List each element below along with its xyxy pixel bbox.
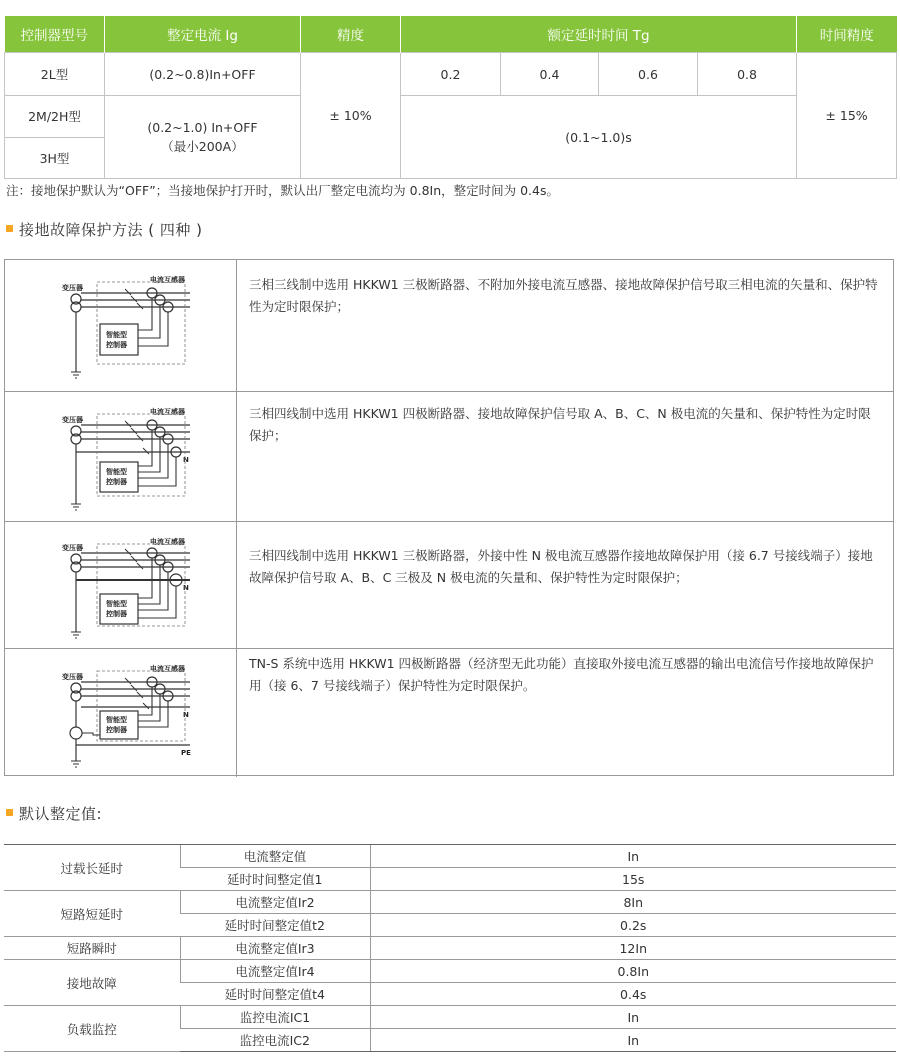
bullet-square-icon: [6, 225, 13, 232]
ground-protection-note: 注：接地保护默认为“OFF”；当接地保护打开时，默认出厂整定电流均为 0.8In，整定时间为 0.4s。: [6, 183, 559, 198]
controller-label-line1: 智能型: [106, 331, 127, 339]
table-row: [4, 1006, 896, 1029]
value-cell: In: [370, 1006, 896, 1029]
wiring-diagram-3p3w: [5, 260, 237, 391]
ig-2m3h-line1: (0.2~1.0) In+OFF: [147, 120, 258, 135]
methods-section-title: [6, 219, 203, 240]
param-cell: 电流整定值Ir3: [180, 937, 370, 960]
wiring-diagram-3p4w-3pole: [5, 522, 237, 649]
time-accuracy-cell: ± 15%: [797, 53, 897, 179]
ct-label: 电流互感器: [150, 665, 185, 673]
ig-2m3h-line2: （最小200A）: [161, 139, 244, 154]
header-time-accuracy: 时间精度: [797, 16, 897, 53]
wiring-diagram-svg: [5, 649, 236, 777]
wiring-diagram-3p4w-4pole: [5, 392, 237, 522]
group-cell: 负载监控: [4, 1006, 180, 1052]
value-cell: 15s: [370, 868, 896, 891]
defaults-section-label: 默认整定值:: [19, 805, 103, 823]
tg-value: 0.4: [501, 53, 599, 96]
wiring-diagram-svg: [5, 392, 236, 522]
value-cell: 8In: [370, 891, 896, 914]
param-cell: 延时时间整定值t2: [180, 914, 370, 937]
value-cell: 12In: [370, 937, 896, 960]
ig-2l: (0.2~0.8)In+OFF: [105, 53, 301, 96]
neutral-label: N: [183, 584, 189, 592]
spec-row-2l: [5, 53, 897, 96]
header-setting-current: 整定电流 Ig: [105, 16, 301, 53]
table-row: [4, 891, 896, 914]
methods-section-label: 接地故障保护方法 ( 四种 ): [19, 221, 203, 239]
method-text-1: 三相三线制中选用 HKKW1 三极断路器、不附加外接电流互感器、接地故障保护信号取三相电流的矢量和、保护特性为定时限保护；: [249, 277, 878, 314]
transformer-label: 变压器: [62, 673, 83, 681]
controller-label-line1: 智能型: [106, 600, 127, 608]
method-row-1: [5, 260, 893, 391]
ct-label: 电流互感器: [150, 276, 185, 284]
header-controller-model: 控制器型号: [5, 16, 105, 53]
method-row-4: [5, 648, 893, 777]
value-cell: In: [370, 1029, 896, 1052]
value-cell: 0.8In: [370, 960, 896, 983]
tg-range: (0.1~1.0)s: [401, 96, 797, 179]
controller-label-line1: 智能型: [106, 716, 127, 724]
table-row: [4, 960, 896, 983]
param-cell: 延时时间整定值1: [180, 868, 370, 891]
wiring-diagram-svg: [5, 260, 236, 391]
tg-value: 0.8: [698, 53, 797, 96]
table-row: [4, 937, 896, 960]
transformer-label: 变压器: [62, 284, 83, 292]
method-row-3: [5, 521, 893, 649]
model-2l: 2L型: [5, 53, 105, 96]
ct-label: 电流互感器: [150, 538, 185, 546]
param-cell: 监控电流IC1: [180, 1006, 370, 1029]
table-row: [4, 845, 896, 868]
ground-fault-methods-table: [4, 259, 894, 776]
tg-value: 0.2: [401, 53, 501, 96]
header-accuracy: 精度: [301, 16, 401, 53]
param-cell: 电流整定值Ir2: [180, 891, 370, 914]
value-cell: In: [370, 845, 896, 868]
neutral-label: N: [183, 711, 189, 719]
group-cell: 短路短延时: [4, 891, 180, 937]
ig-2m3h: [105, 96, 301, 179]
method-text-3: 三相四线制中选用 HKKW1 三极断路器，外接中性 N 极电流互感器作接地故障保护用（接 6.7 号接线端子）接地故障保护信号取 A、B、C 三极及 N 极电流的矢量和、保护特性为定时限保护；: [249, 548, 873, 585]
controller-label-line2: 控制器: [106, 726, 127, 734]
controller-label-line2: 控制器: [106, 341, 127, 349]
group-cell: 过载长延时: [4, 845, 180, 891]
tg-value: 0.6: [599, 53, 698, 96]
group-cell: 短路瞬时: [4, 937, 180, 960]
param-cell: 电流整定值Ir4: [180, 960, 370, 983]
param-cell: 监控电流IC2: [180, 1029, 370, 1052]
param-cell: 电流整定值: [180, 845, 370, 868]
neutral-label: N: [183, 456, 189, 464]
controller-label-line2: 控制器: [106, 478, 127, 486]
value-cell: 0.4s: [370, 983, 896, 1006]
bullet-square-icon: [6, 809, 13, 816]
ct-label: 电流互感器: [150, 408, 185, 416]
transformer-label: 变压器: [62, 544, 83, 552]
controller-spec-table: [4, 16, 897, 179]
method-text-2: 三相四线制中选用 HKKW1 四极断路器、接地故障保护信号取 A、B、C、N 极电流的矢量和、保护特性为定时限保护；: [249, 406, 871, 443]
method-row-2: [5, 391, 893, 522]
pe-label: PE: [181, 749, 191, 757]
spec-header-row: [5, 16, 897, 53]
defaults-section-title: [6, 803, 102, 824]
spec-row-2m2h: [5, 96, 897, 138]
header-rated-delay: 额定延时时间 Tg: [401, 16, 797, 53]
param-cell: 延时时间整定值t4: [180, 983, 370, 1006]
wiring-diagram-svg: [5, 522, 236, 649]
transformer-label: 变压器: [62, 416, 83, 424]
model-3h: 3H型: [5, 138, 105, 179]
model-2m2h: 2M/2H型: [5, 96, 105, 138]
default-settings-table: [4, 844, 896, 1052]
controller-label-line2: 控制器: [106, 610, 127, 618]
wiring-diagram-tn-s: [5, 649, 237, 777]
value-cell: 0.2s: [370, 914, 896, 937]
group-cell: 接地故障: [4, 960, 180, 1006]
method-text-4: TN-S 系统中选用 HKKW1 四极断路器（经济型无此功能）直接取外接电流互感器的输出电流信号作接地故障保护用（接 6、7 号接线端子）保护特性为定时限保护。: [249, 656, 874, 693]
accuracy-cell: ± 10%: [301, 53, 401, 179]
controller-label-line1: 智能型: [106, 468, 127, 476]
